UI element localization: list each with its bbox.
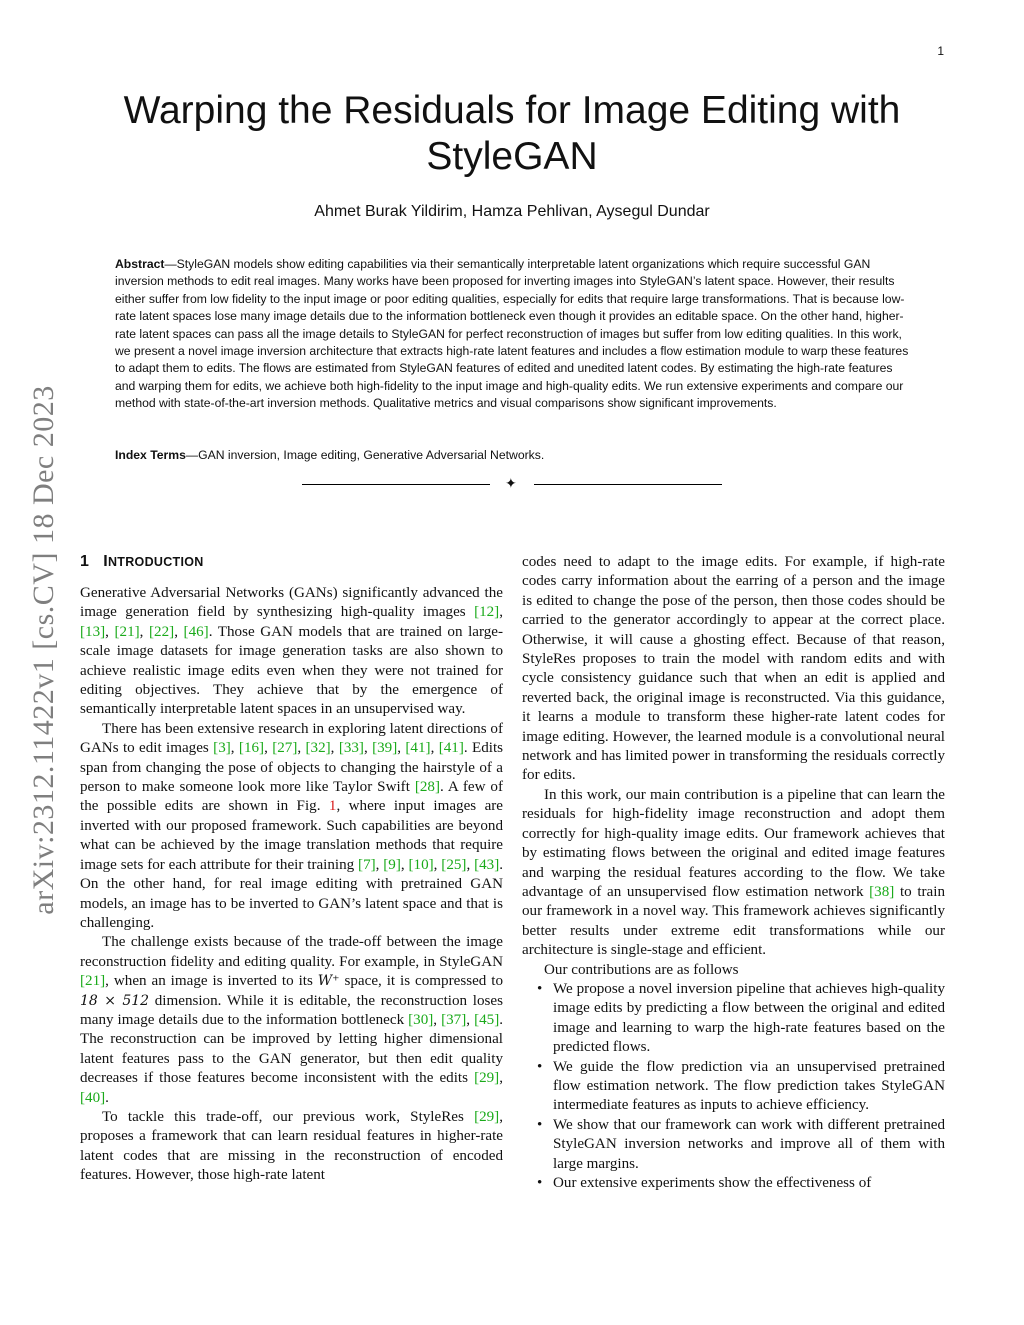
text-segment: , [230, 740, 239, 757]
text-segment: Generative Adversarial Networks (GANs) significantly advanced the image generation field by synthesizing high-quality images [80, 585, 503, 621]
text-segment: . The reconstruction can be improved by letting higher dimensional latent features pass to the GAN generator, but then edit quality decreases if those features become inconsistent with the edits [80, 1011, 504, 1087]
divider-line-left [302, 484, 490, 485]
text-segment: , [400, 856, 409, 873]
text-segment: , where input images are inverted with our proposed framework. Such capabilities are beyond what can be achieved by the image translation methods that require image sets for each attribute for their training [80, 798, 503, 873]
text-segment: , [433, 856, 442, 873]
citation-link[interactable]: [7] [358, 856, 376, 873]
citation-link[interactable]: [28] [414, 779, 440, 796]
text-segment: , [297, 740, 306, 757]
paragraph-intro-2 [80, 720, 503, 933]
citation-link[interactable]: [29] [474, 1070, 500, 1087]
citation-link[interactable]: [32] [305, 740, 331, 757]
citation-link[interactable]: [37] [441, 1011, 467, 1028]
list-item [522, 1174, 945, 1193]
citation-link[interactable]: [45] [474, 1011, 500, 1028]
text-segment: , [375, 856, 384, 873]
citation-link[interactable]: [27] [272, 740, 298, 757]
text-segment: , [499, 1070, 503, 1087]
abstract-text: —StyleGAN models show editing capabilities via their semantically interpretable latent organizations which require successful GAN inversion methods to edit real images. Many works have been proposed for inverting images into StyleGAN’s latent space. However, their results either suffer from low fidelity to the input image or poor editing qualities, especially for edits that require large transformations. That is because low-rate latent spaces lose many image details due to the information bottleneck even though it provides an editable space. On the other hand, higher-rate latent spaces can pass all the image details to StyleGAN for perfect reconstruction of images but suffer from low editing qualities. In this work, we present a novel image inversion architecture that extracts high-rate latent features and includes a flow estimation module to warp these features to adapt them to edits. The flows are estimated from StyleGAN features of edited and unedited latent codes. By estimating the high-rate features and warping them for edits, we achieve both high-fidelity to the input image and high-quality edits. We run extensive experiments and compare our method with state-of-the-art inversion methods. Qualitative metrics and visual comparisons show significant improvements. [115, 257, 909, 411]
section-title-rest: NTRODUCTION [107, 555, 204, 569]
citation-link[interactable]: [25] [441, 856, 467, 873]
citation-link[interactable]: [40] [80, 1089, 106, 1106]
text-segment: , [174, 623, 184, 640]
contribution-text: We guide the flow prediction via an unsupervised pretrained flow estimation network. The flow prediction takes StyleGAN intermediate features as inputs to achieve efficiency. [553, 1058, 945, 1114]
citation-link[interactable]: [12] [474, 604, 500, 621]
text-segment: The challenge exists because of the trade-off between the image reconstruction fidelity and editing quality. For example, in StyleGAN [80, 934, 503, 970]
bullet-icon: • [537, 1116, 543, 1133]
citation-link[interactable]: [10] [408, 856, 434, 873]
text-segment: . Edits span from changing the pose of objects to changing the hairstyle of a person to make someone look more like Taylor Swift [80, 740, 504, 796]
abstract-label: Abstract [115, 257, 165, 271]
math-expression: 18 × 512 [80, 992, 150, 1009]
text-segment: To tackle this trade-off, our previous work, StyleRes [102, 1108, 475, 1125]
math-expression: W⁺ [317, 973, 340, 990]
text-segment: , proposes a framework that can learn residual features in higher-rate latent codes that are missing in the reconstruction of encoded features. However, those high-rate latent [80, 1108, 503, 1184]
text-segment: , [466, 1011, 475, 1028]
text-segment: , [363, 740, 373, 757]
text-segment: . Those GAN models that are trained on large-scale image datasets for image generation tasks are also shown to achieve realistic image edits even when they were not trained for editing objectives. They achieve that by the emergence of semantically interpretable latent spaces in an unsupervised way. [80, 623, 504, 718]
text-segment: , [433, 1011, 442, 1028]
index-terms-text: —GAN inversion, Image editing, Generative Adversarial Networks. [185, 448, 545, 462]
author-list: Ahmet Burak Yildirim, Hamza Pehlivan, Aysegul Dundar [314, 203, 710, 220]
section-number: 1 [80, 553, 90, 570]
figure-reference-link[interactable]: 1 [328, 798, 337, 815]
text-segment: . A few of the possible edits are shown in Fig. [80, 779, 503, 815]
paragraph-intro-3 [80, 933, 503, 1108]
citation-link[interactable]: [21] [80, 973, 106, 990]
text-segment: , [264, 740, 273, 757]
section-divider [302, 476, 722, 492]
citation-link[interactable]: [16] [238, 740, 265, 757]
list-item [522, 1116, 945, 1174]
text-segment: , [330, 740, 339, 757]
bullet-icon: • [537, 1058, 543, 1075]
index-terms [115, 447, 911, 464]
paragraph-main-contribution [522, 786, 945, 961]
citation-link[interactable]: [46] [183, 623, 209, 640]
text-segment: , [397, 740, 406, 757]
left-column [80, 553, 503, 1186]
contributions-list [522, 980, 945, 1193]
text-segment: There has been extensive research in exploring latent directions of GANs to edit images [80, 720, 503, 757]
list-item [522, 980, 945, 1058]
paper-title: Warping the Residuals for Image Editing with StyleGAN [123, 89, 901, 178]
paragraph-intro-4 [80, 1108, 503, 1186]
contribution-text: We show that our framework can work with different pretrained StyleGAN inversion networks and improve all of them with large margins. [553, 1116, 945, 1172]
citation-link[interactable]: [33] [338, 740, 364, 757]
citation-link[interactable]: [30] [408, 1011, 434, 1028]
contribution-text: We propose a novel inversion pipeline that achieves high-quality image edits by predicting a flow between the original and edited image and learning to warp the high-rate features based on the predicted flows. [553, 980, 945, 1056]
citation-link[interactable]: [41] [405, 740, 431, 757]
text-segment: , [466, 856, 475, 873]
citation-link[interactable]: [41] [438, 740, 464, 757]
citation-link[interactable]: [38] [869, 883, 895, 900]
section-heading [80, 553, 503, 571]
citation-link[interactable]: [43] [474, 856, 500, 873]
citation-link[interactable]: [39] [372, 740, 398, 757]
citation-link[interactable]: [3] [213, 740, 231, 757]
citation-link[interactable]: [22] [149, 623, 175, 640]
text-segment: to train our framework in a novel way. This framework achieves significantly better results under extreme edit transformations while our architecture is single-stage and efficient. [522, 883, 945, 959]
text-segment: space, it is compressed to [339, 973, 503, 990]
text-segment: , [430, 740, 439, 757]
paragraph-intro-1 [80, 584, 503, 720]
index-terms-label: Index Terms [115, 448, 186, 462]
text-segment: . On the other hand, for real image editing with pretrained GAN models, an image has to be inverted to GAN’s latent space and that is challenging. [80, 856, 504, 931]
paragraph-continued: codes need to adapt to the image edits. For example, if high-rate codes carry information about the earring of a person and the image is edited to change the pose of the person, then those codes should be carried to the generator accordingly to appear at the correct place. Otherwise, it will cause a ghosting effect. Because of that reason, StyleRes proposes to train the model with random edits and with cycle consistency guidance such that when an edit is applied and reverted back, the original image is reconstructed. Via this guidance, it learns a module to transform these higher-rate latent codes for image editing. However, the learned module is a convolutional neural network and has limited power in transforming the residuals correctly for edits. [522, 554, 945, 784]
citation-link[interactable]: [13] [80, 623, 106, 640]
paragraph-contributions-intro: Our contributions are as follows [544, 961, 739, 978]
text-segment: In this work, our main contribution is a pipeline that can learn the residuals for high-fidelity image reconstruction and adopt them correctly for high-quality image edits. Our framework achieves that by estimating flows between the original and edited image features and warping the residual features according to the flow. We take advantage of an unsupervised flow estimation network [522, 786, 945, 900]
bullet-icon: • [537, 980, 543, 997]
text-segment: , [139, 623, 150, 640]
text-segment: , [105, 623, 115, 640]
list-item [522, 1058, 945, 1116]
abstract [115, 256, 911, 413]
text-segment: dimension. While it is editable, the reconstruction loses many image details due to the information bottleneck [80, 992, 503, 1028]
citation-link[interactable]: [29] [474, 1108, 500, 1125]
contribution-text: Our extensive experiments show the effectiveness of [553, 1175, 872, 1191]
section-title-initial: I [103, 553, 108, 570]
right-column [522, 553, 945, 1193]
divider-line-right [534, 484, 722, 485]
citation-link[interactable]: [9] [383, 856, 401, 873]
divider-star-icon: ✦ [505, 476, 517, 492]
arxiv-identifier-text: arXiv:2312.11422v1 [cs.CV] 18 Dec 2023 [27, 385, 60, 915]
citation-link[interactable]: [21] [114, 623, 140, 640]
page-number: 1 [937, 44, 944, 58]
text-segment: , when an image is inverted to its [105, 973, 318, 990]
bullet-icon: • [537, 1175, 543, 1191]
text-segment: . [105, 1089, 109, 1106]
text-segment: , [499, 604, 503, 621]
